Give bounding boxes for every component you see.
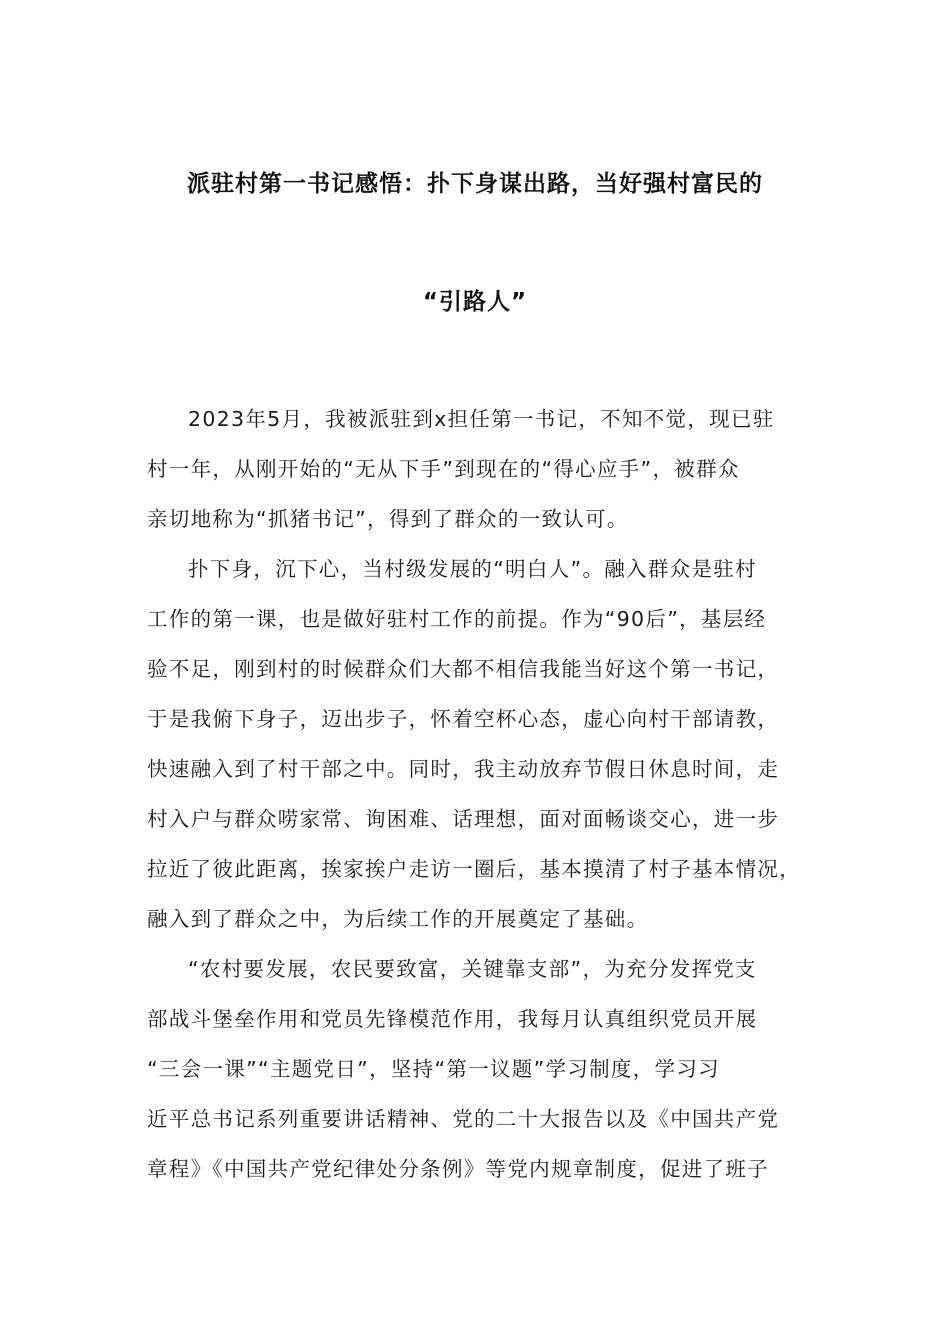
body-line: 村入户与群众唠家常、询困难、话理想，面对面畅谈交心，进一步 (147, 807, 780, 831)
body-line: 验不足，刚到村的时候群众们大都不相信我能当好这个第一书记， (147, 657, 780, 681)
body-line: 融入到了群众之中，为后续工作的开展奠定了基础。 (147, 907, 649, 931)
body-line: 工作的第一课，也是做好驻村工作的前提。作为“90后”，基层经 (147, 607, 767, 631)
body-line: 快速融入到了村干部之中。同时，我主动放弃节假日休息时间，走 (147, 757, 780, 781)
title-line-2: “引路人” (422, 289, 528, 315)
body-line: 扑下身，沉下心，当村级发展的“明白人”。融入群众是驻村 (188, 557, 757, 581)
body-line: “农村要发展，农民要致富，关键靠支部”，为充分发挥党支 (188, 957, 757, 981)
body-line: 近平总书记系列重要讲话精神、党的二十大报告以及《中国共产党 (147, 1107, 780, 1131)
body-line: “三会一课”“主题党日”，坚持“第一议题”学习制度，学习习 (147, 1057, 720, 1081)
title-line-1: 派驻村第一书记感悟：扑下身谋出路，当好强村富民的 (187, 171, 763, 197)
body-line: 2023年5月，我被派驻到x担任第一书记，不知不觉，现已驻 (188, 407, 775, 431)
body-line: 于是我俯下身子，迈出步子，怀着空杯心态，虚心向村干部请教， (147, 707, 780, 731)
body-line: 亲切地称为“抓猪书记”，得到了群众的一致认可。 (147, 507, 629, 531)
body-line: 拉近了彼此距离，挨家挨户走访一圈后，基本摸清了村子基本情况， (147, 857, 801, 881)
body-line: 部战斗堡垒作用和党员先锋模范作用，我每月认真组织党员开展 (147, 1007, 758, 1031)
body-line: 村一年，从刚开始的“无从下手”到现在的“得心应手”，被群众 (147, 457, 740, 481)
body-line: 章程》《中国共产党纪律处分条例》等党内规章制度，促进了班子 (147, 1157, 769, 1181)
